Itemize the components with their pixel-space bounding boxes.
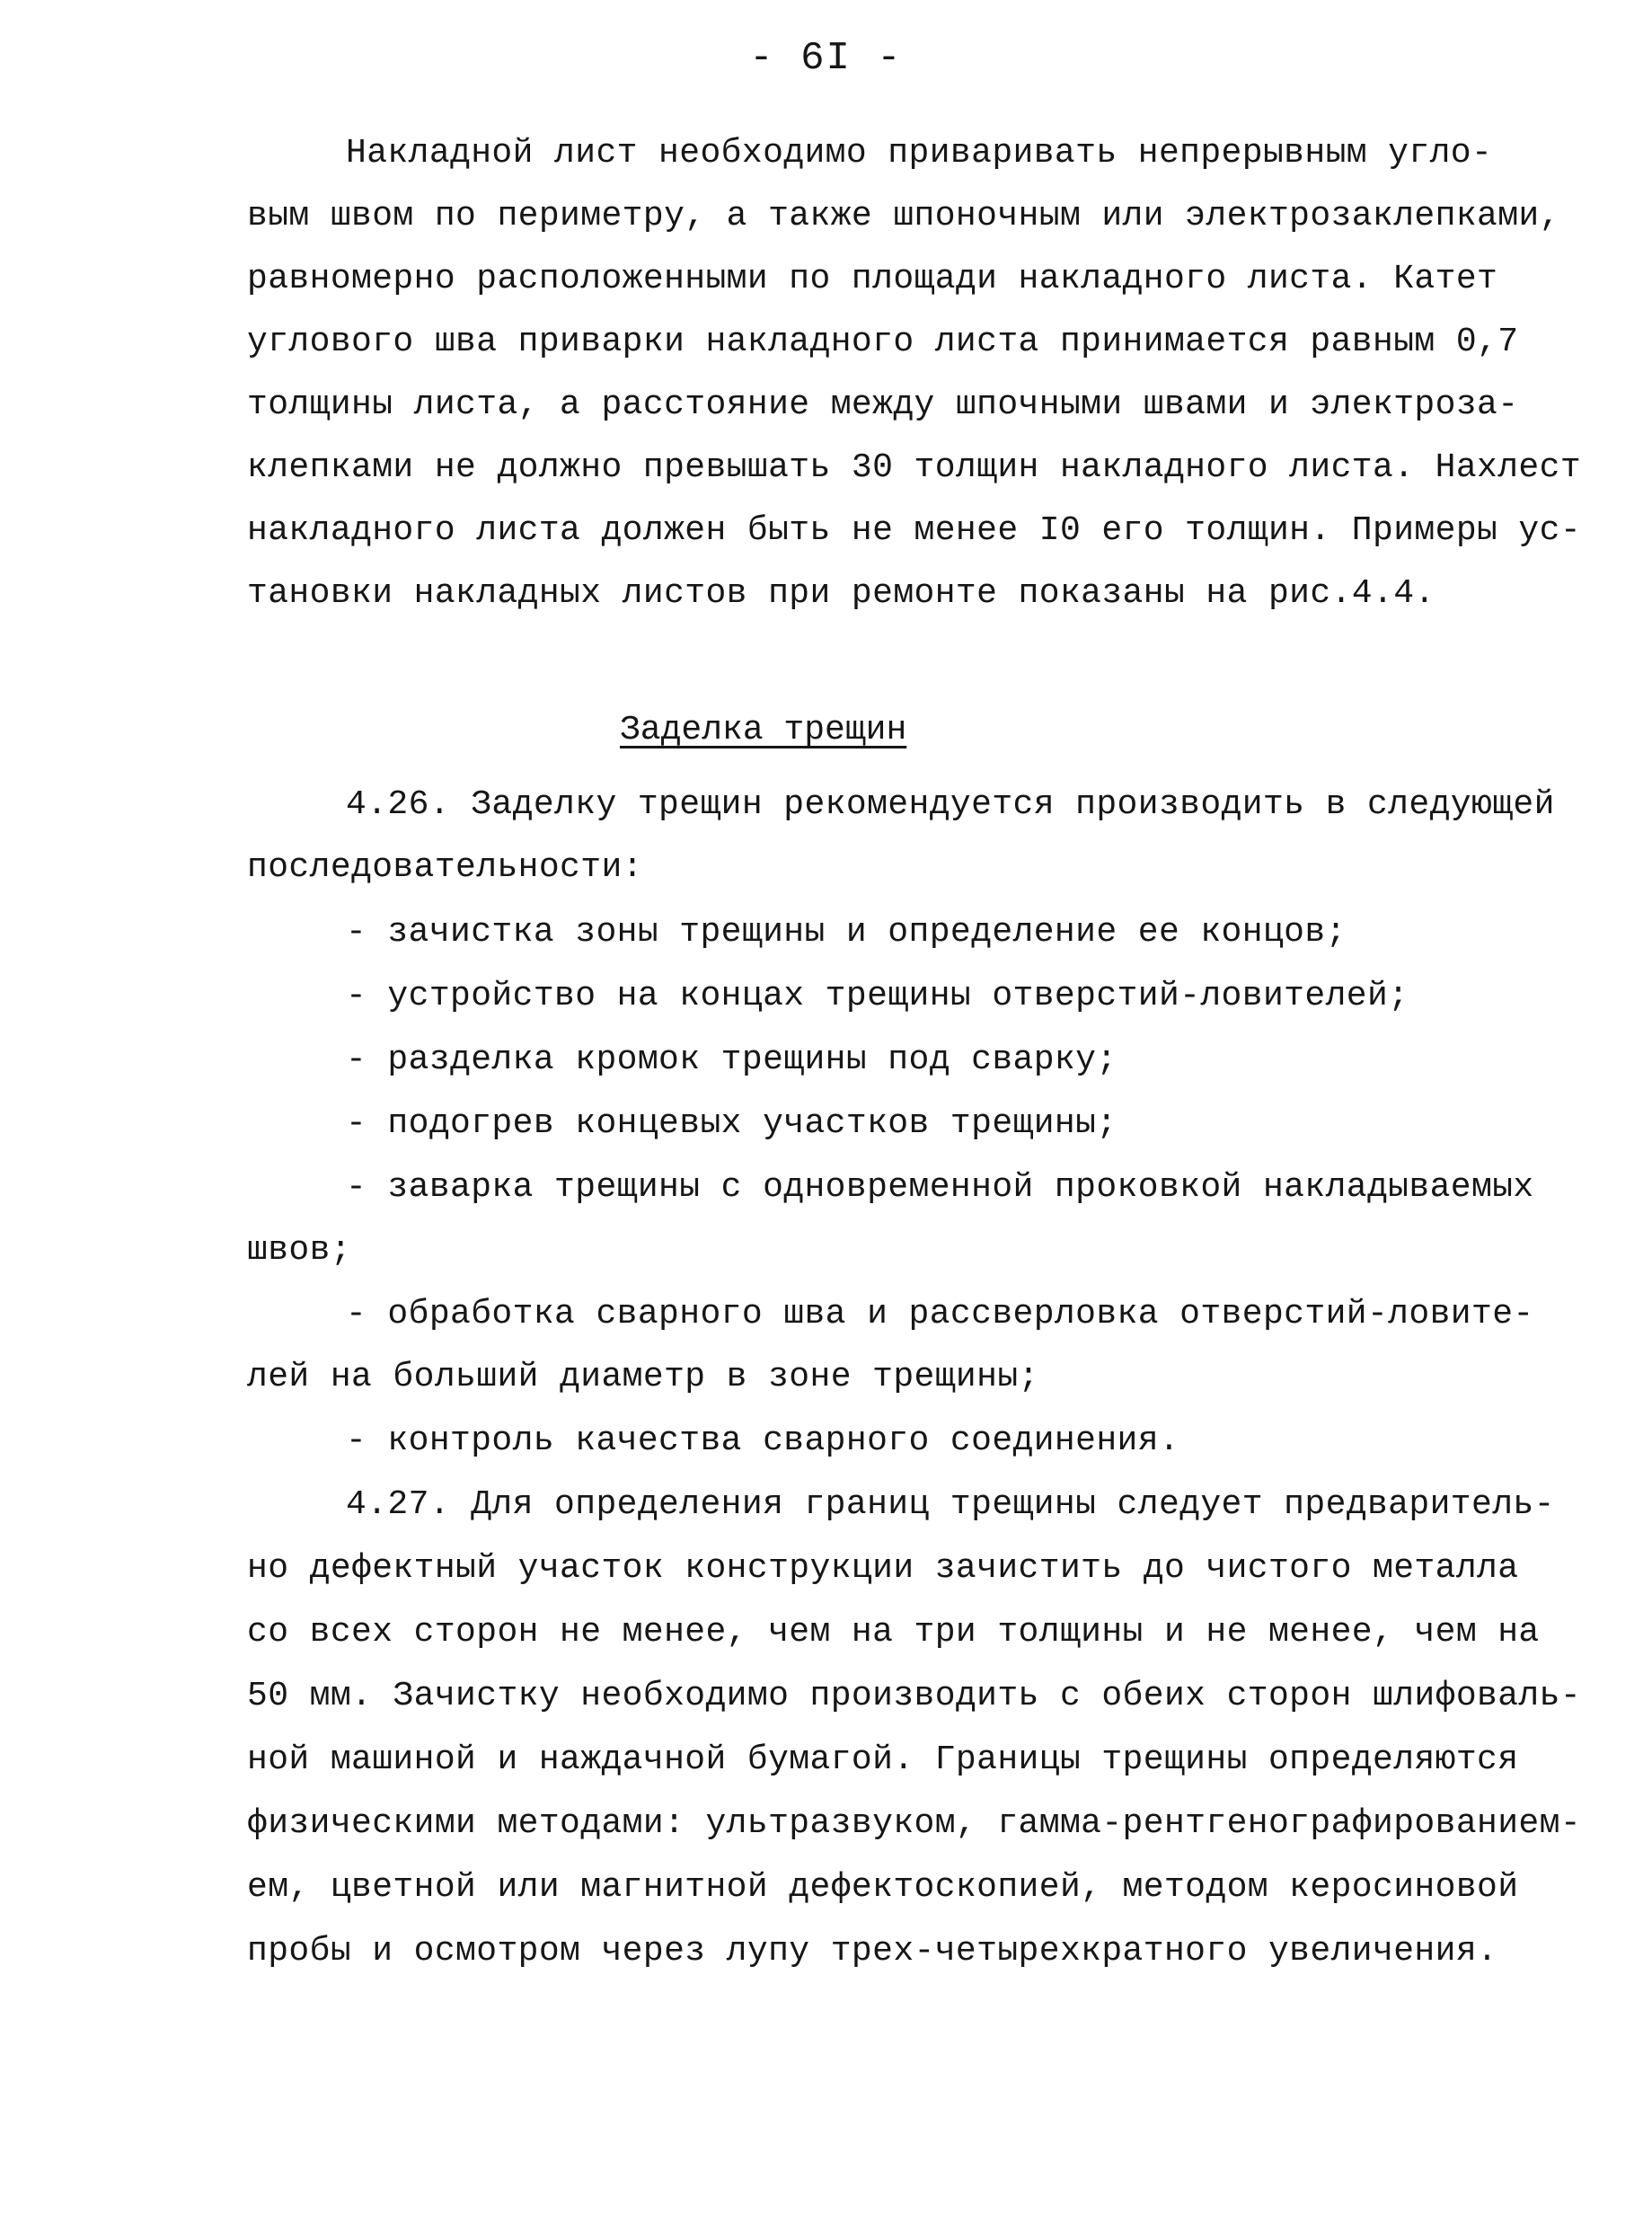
list-item: - зачистка зоны трещины и определение ее концов; [346, 913, 1347, 952]
text-line: 50 мм. Зачистку необходимо производить с обеих сторон шлифоваль- [247, 1677, 1582, 1715]
list-item: - заварка трещины с одновременной проковкой накладываемых [346, 1168, 1534, 1207]
text-line: 4.26. Заделку трещин рекомендуется производить в следующей [346, 785, 1555, 824]
text-line: углового шва приварки накладного листа принимается равным 0,7 [247, 323, 1519, 361]
page-number: - 6I - [749, 36, 903, 81]
list-item: - устройство на концах трещины отверстий-ловителей; [346, 977, 1409, 1015]
text-line: ной машиной и наждачной бумагой. Границы трещины определяются [247, 1740, 1519, 1779]
text-line: Накладной лист необходимо приваривать непрерывным угло- [346, 134, 1493, 173]
list-item-continuation: лей на больший диаметр в зоне трещины; [247, 1358, 1039, 1396]
list-item: - контроль качества сварного соединения. [346, 1421, 1180, 1460]
text-line: вым швом по периметру, а также шпоночным или электрозаклепками, [247, 197, 1560, 235]
text-line: физическими методами: ультразвуком, гамма-рентгенографированием- [247, 1804, 1582, 1843]
section-heading: Заделка трещин [620, 711, 907, 749]
list-item: - обработка сварного шва и рассверловка отверстий-ловите- [346, 1295, 1534, 1333]
text-line: тановки накладных листов при ремонте показаны на рис.4.4. [247, 574, 1436, 613]
list-item: - подогрев концевых участков трещины; [346, 1104, 1118, 1143]
text-line: но дефектный участок конструкции зачистить до чистого металла [247, 1549, 1519, 1588]
text-line: накладного листа должен быть не менее I0 его толщин. Примеры ус- [247, 511, 1582, 550]
text-line: ем, цветной или магнитной дефектоскопией, методом керосиновой [247, 1868, 1519, 1907]
text-line: со всех сторон не менее, чем на три толщины и не менее, чем на [247, 1613, 1540, 1652]
list-item-continuation: швов; [247, 1231, 352, 1270]
text-line: клепками не должно превышать 30 толщин накладного листа. Нахлест [247, 448, 1582, 487]
text-line: толщины листа, а расстояние между шпочными швами и электроза- [247, 385, 1519, 424]
text-line: равномерно расположенными по площади накладного листа. Катет [247, 260, 1498, 298]
text-line: 4.27. Для определения границ трещины следует предваритель- [346, 1485, 1555, 1524]
list-item: - разделка кромок трещины под сварку; [346, 1041, 1118, 1079]
text-line: пробы и осмотром через лупу трех-четырехкратного увеличения. [247, 1932, 1498, 1971]
text-line: последовательности: [247, 848, 643, 887]
